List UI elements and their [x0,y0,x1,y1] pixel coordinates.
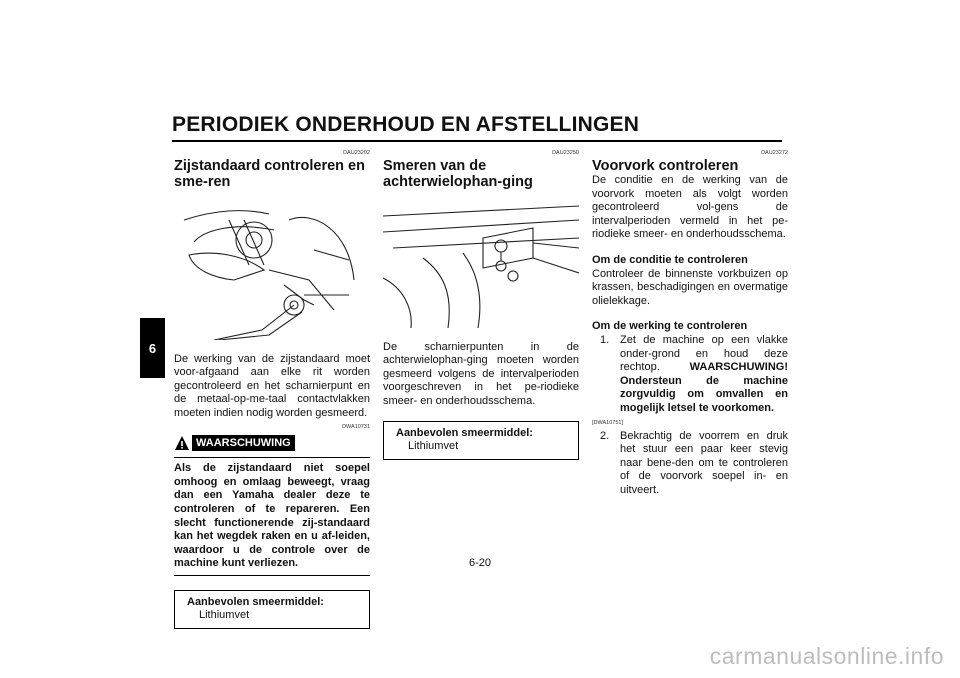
step-text: Bekrachtig de voorrem en druk het stuur een paar keer stevig naar bene-den om te controleren of de voorvork soepel in- en uitveert. [620,429,788,496]
warning-text: Als de zijstandaard niet soepel omhoog en omlaag beweegt, vraag dan een Yamaha dealer deze te controleren of te repareren. Een slecht functionerende zij-standaard kan het wegdek raken en u af-leiden, waardoor u de controle over de machine kunt verliezen. [174,457,370,571]
warning-label: WAARSCHUWING [192,435,295,452]
column-side-stand [174,150,370,629]
condition-body: Controleer de binnenste vorkbuizen op krassen, beschadigingen en overmatige olielekkage. [592,267,788,307]
lubricant-label: Aanbevolen smeermiddel: [396,426,533,439]
step-text: Zet de machine op een vlakke onder-grond en houd deze rechtop. [620,333,788,374]
step-1 [592,334,788,416]
header-rule [172,140,782,142]
subheading-operation: Om de werking te controleren [592,320,748,333]
lubricant-value: Lithiumvet [408,439,459,452]
warning-code: DWA10731 [342,423,370,430]
section-code: DAU23250 [552,150,579,156]
section-heading: Zijstandaard controleren en sme-ren [174,158,365,190]
section-body: De scharnierpunten in de achterwielophan-ging moeten worden gesmeerd volgens de intervalperioden voorgeschreven in het pe-riodieke smeer- en onderhoudsschema. [383,340,579,407]
lubricant-value: Lithiumvet [199,608,250,621]
lubricant-box [383,421,579,460]
warning-header [174,435,370,452]
warning-triangle-icon [174,435,190,451]
section-heading: Smeren van de achterwielophan-ging [383,158,533,190]
section-code: DAU23202 [343,150,370,156]
step-2 [592,430,788,498]
rear-suspension-illustration [383,198,579,328]
step-number: 1. [600,333,610,346]
warning-rule [174,575,370,576]
section-intro: De conditie en de werking van de voorvork moeten als volgt worden gecontroleerd vol-gens de intervalperioden vermeld in het pe-riodieke smeer- en onderhoudsschema. [592,174,788,241]
section-code: DAU23272 [761,150,788,156]
side-stand-illustration [174,200,370,340]
warning-code: [DWA10751] [592,419,623,426]
step-number: 2. [600,429,610,442]
page-title: PERIODIEK ONDERHOUD EN AFSTELLINGEN [172,113,640,136]
step-warning: WAARSCHUWING! Ondersteun de machine zorgvuldig om omvallen en mogelijk letsel te voorkomen. [620,361,788,414]
chapter-tab: 6 [140,318,165,378]
subheading-condition: Om de conditie te controleren [592,253,748,266]
footer-watermark: carmanualsonline.info [709,643,944,669]
lubricant-label: Aanbevolen smeermiddel: [187,595,324,608]
section-body: De werking van de zijstandaard moet voor-afgaand aan elke rit worden gecontroleerd en het scharnierpunt en de metaal-op-me-taal contactvlakken moeten indien nodig worden gesmeerd. [174,352,370,419]
lubricant-box [174,590,370,629]
page-number: 6-20 [469,557,492,569]
section-heading: Voorvork controleren [592,158,739,174]
column-rear-suspension [383,150,579,460]
column-front-fork [592,150,788,497]
